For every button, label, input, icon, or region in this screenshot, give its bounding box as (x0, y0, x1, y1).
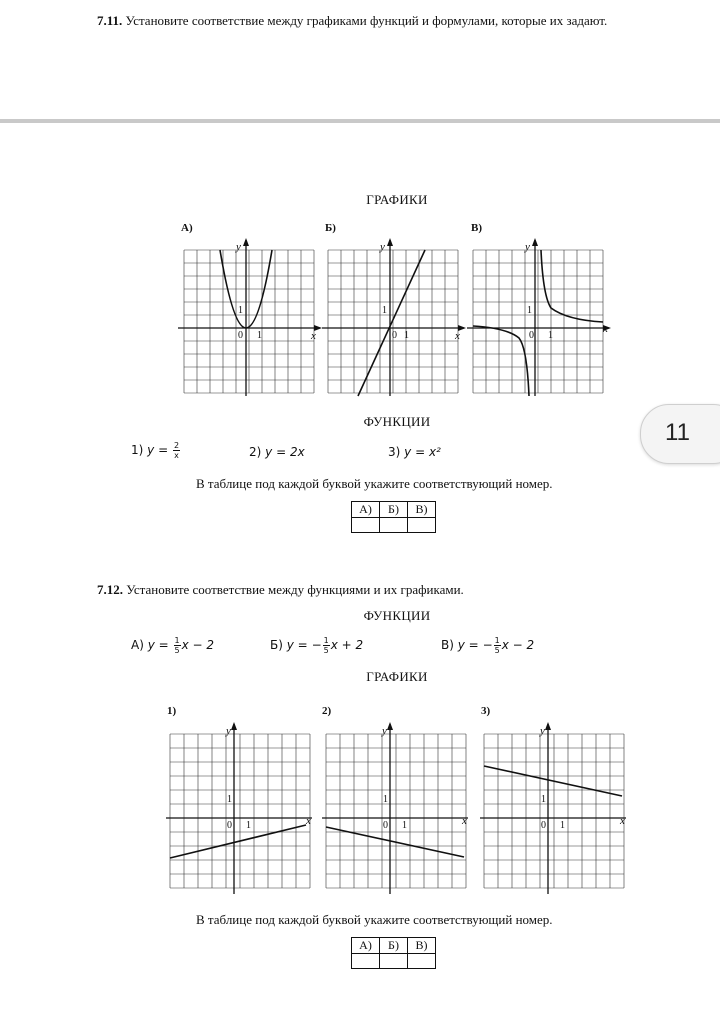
y-arrow-icon (243, 238, 249, 246)
header-v: В) (408, 938, 436, 954)
function-1 (131, 441, 181, 460)
functions-heading-7-12: ФУНКЦИИ (363, 608, 431, 623)
function-b (270, 636, 363, 655)
graph-a-parabola (178, 236, 323, 400)
axes (480, 724, 626, 894)
instruction-7-12: В таблице под каждой буквой укажите соответствующий номер. (196, 912, 553, 927)
line-graph-1 (170, 825, 306, 858)
task-text: Установите соответствие между функциями и их графиками. (126, 582, 464, 597)
header-v: В) (408, 502, 436, 518)
function-sign: − (311, 638, 322, 652)
function-label: А) (131, 638, 144, 652)
axes (322, 724, 468, 894)
task-7-12-statement (97, 582, 464, 598)
function-label: Б) (270, 638, 283, 652)
header-a: А) (352, 502, 380, 518)
numerator: 1 (323, 636, 329, 645)
one-x-label: 1 (404, 330, 409, 341)
task-7-11-statement (97, 13, 607, 29)
function-2 (249, 445, 305, 459)
zero-label: 0 (529, 330, 534, 341)
y-arrow-icon (532, 238, 538, 246)
function-a (131, 636, 214, 655)
graph-b-line (322, 236, 467, 400)
grid (326, 734, 466, 888)
function-rest: x + 2 (330, 638, 364, 652)
zero-label: 0 (238, 330, 243, 341)
graphs-heading-7-12: ГРАФИКИ (366, 669, 428, 684)
header-b: Б) (380, 938, 408, 954)
y-label: y (226, 725, 231, 737)
header-b: Б) (380, 502, 408, 518)
x-label: x (311, 330, 316, 342)
y-label: y (236, 241, 241, 253)
task-number: 7.12. (97, 582, 123, 597)
instruction-7-11: В таблице под каждой буквой укажите соответствующий номер. (196, 476, 553, 491)
one-x-label: 1 (246, 820, 251, 831)
fraction (174, 636, 181, 655)
denominator: 5 (494, 646, 500, 655)
fraction (494, 636, 501, 655)
one-x-label: 1 (257, 330, 262, 341)
y-arrow-icon (231, 722, 237, 730)
hyperbola-branch-right (541, 250, 603, 322)
y-arrow-icon (387, 722, 393, 730)
graph-label-a: А) (181, 222, 193, 234)
function-number: 1) (131, 443, 144, 457)
function-lhs: y = (147, 638, 169, 652)
one-y-label: 1 (541, 794, 546, 805)
task-number: 7.11. (97, 13, 123, 28)
function-number: 3) (388, 445, 401, 459)
function-lhs: y = (147, 443, 169, 457)
answer-table-7-12 (351, 937, 436, 969)
grid (170, 734, 310, 888)
function-v (441, 636, 534, 655)
one-y-label: 1 (527, 305, 532, 316)
zero-label: 0 (541, 820, 546, 831)
function-formula: y = 2x (265, 445, 305, 459)
numerator: 2 (173, 441, 180, 450)
answer-cell-a[interactable] (352, 518, 380, 533)
one-y-label: 1 (238, 305, 243, 316)
denominator: 5 (174, 646, 180, 655)
x-label: x (603, 323, 608, 335)
hyperbola-branch-left (473, 326, 529, 396)
function-rest: x − 2 (501, 638, 535, 652)
y-label: y (382, 725, 387, 737)
axes (166, 724, 312, 894)
graph-label-1: 1) (167, 705, 177, 717)
graphs-heading: ГРАФИКИ (366, 192, 428, 207)
grid (484, 734, 624, 888)
graph-1 (166, 718, 316, 894)
one-x-label: 1 (548, 330, 553, 341)
function-sign: − (482, 638, 493, 652)
graph-label-b: Б) (325, 222, 336, 234)
function-lhs: y = (286, 638, 308, 652)
functions-heading: ФУНКЦИИ (363, 414, 431, 429)
function-3 (388, 445, 441, 459)
function-label: В) (441, 638, 454, 652)
header-a: А) (352, 938, 380, 954)
graph-3 (480, 718, 630, 894)
page-number-badge[interactable] (640, 404, 720, 464)
answer-cell-a[interactable] (352, 954, 380, 969)
page-divider (0, 119, 720, 123)
function-lhs: y = (457, 638, 479, 652)
function-rest: x − 2 (181, 638, 215, 652)
fraction (323, 636, 330, 655)
line-graph-3 (484, 766, 622, 796)
x-label: x (620, 815, 625, 827)
task-text: Установите соответствие между графиками функций и формулами, которые их задают. (125, 13, 608, 28)
numerator: 1 (174, 636, 180, 645)
denominator: 5 (323, 646, 329, 655)
answer-cell-b[interactable] (380, 518, 408, 533)
zero-label: 0 (227, 820, 232, 831)
x-label: x (462, 815, 467, 827)
denominator: x (174, 451, 179, 460)
page-number: 11 (665, 419, 690, 446)
x-label: x (455, 330, 460, 342)
grid (184, 250, 314, 393)
answer-cell-v[interactable] (408, 954, 436, 969)
graph-label-v: В) (471, 222, 482, 234)
y-arrow-icon (545, 722, 551, 730)
answer-table-7-11 (351, 501, 436, 533)
function-formula: y = x² (404, 445, 441, 459)
line-2x (358, 250, 425, 396)
graph-v-hyperbola (467, 236, 612, 400)
y-arrow-icon (387, 238, 393, 246)
answer-cell-v[interactable] (408, 518, 436, 533)
y-label: y (380, 241, 385, 253)
grid (473, 250, 603, 393)
one-y-label: 1 (382, 305, 387, 316)
y-label: y (525, 241, 530, 253)
zero-label: 0 (383, 820, 388, 831)
one-y-label: 1 (227, 794, 232, 805)
zero-label: 0 (392, 330, 397, 341)
line-graph-2 (326, 827, 464, 857)
one-y-label: 1 (383, 794, 388, 805)
graph-2 (322, 718, 472, 894)
function-number: 2) (249, 445, 262, 459)
fraction (173, 441, 180, 460)
y-label: y (540, 725, 545, 737)
numerator: 1 (494, 636, 500, 645)
graph-label-2: 2) (322, 705, 332, 717)
one-x-label: 1 (402, 820, 407, 831)
answer-cell-b[interactable] (380, 954, 408, 969)
one-x-label: 1 (560, 820, 565, 831)
x-label: x (306, 815, 311, 827)
graph-label-3: 3) (481, 705, 491, 717)
